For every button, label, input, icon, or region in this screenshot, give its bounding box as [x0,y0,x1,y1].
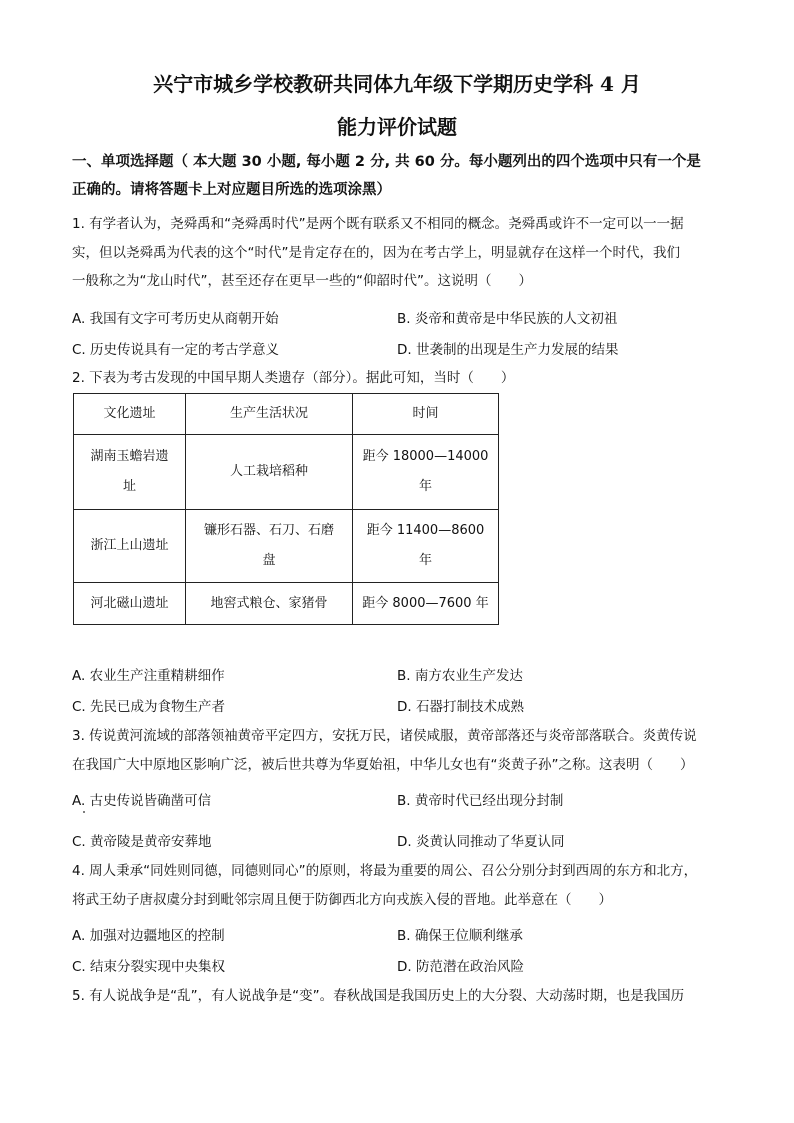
table-header-cell: 文化遗址 [74,394,186,435]
q4-option-d[interactable]: D. 防范潜在政治风险 [397,959,524,975]
q4-option-c[interactable]: C. 结束分裂实现中央集权 [72,959,226,975]
cell-line: 镰形石器、石刀、石磨 [203,523,334,538]
table-row [74,435,499,510]
q1-option-c[interactable]: C. 历史传说具有一定的考古学意义 [72,342,280,358]
stem-line: 将武王幼子唐叔虞分封到毗邻宗周且便于防御西北方向戎族入侵的晋地。此举意在（ ） [72,891,612,908]
cell-line: 年 [418,479,432,494]
cell-line: 人工栽培稻种 [229,464,308,479]
section-header [72,148,732,204]
table-cell [74,510,186,583]
scan-speck [83,811,85,813]
q2-option-d[interactable]: D. 石器打制技术成熟 [397,699,524,715]
question-3-stem [72,722,732,779]
question-4-stem [72,857,732,914]
table-cell [186,583,353,625]
stem-line: 4. 周人秉承“同姓则同德，同德则同心”的原则，将最为重要的周公、召公分别分封到西周的东方和北方， [72,863,698,879]
table-row [74,510,499,583]
stem-line: 5. 有人说战争是“乱”，有人说战争是“变”。春秋战国是我国历史上的大分裂、大动荡时期，也是我国历 [72,988,685,1004]
q4-option-a[interactable]: A. 加强对边疆地区的控制 [72,928,225,944]
q3-option-a[interactable]: A. 古史传说皆确凿可信 [72,793,212,809]
q1-option-d[interactable]: D. 世袭制的出现是生产力发展的结果 [397,342,619,358]
question-2-stem [72,364,732,393]
q2-option-a[interactable]: A. 农业生产注重精耕细作 [72,668,225,684]
exam-subtitle: 能力评价试题 [337,115,457,139]
table-cell [74,435,186,510]
cell-line: 湖南玉蟾岩遗 [90,449,169,464]
section-header-line: 一、单项选择题（ 本大题 30 小题, 每小题 2 分, 共 60 分。每小题列出的四个选项中只有一个是 [72,154,701,170]
table-cell [186,435,353,510]
cell-line: 距今 18000—14000 [362,449,489,464]
table-cell [186,510,353,583]
q1-option-b[interactable]: B. 炎帝和黄帝是中华民族的人文初祖 [397,311,618,327]
cell-line: 距今 8000—7600 年 [362,595,489,611]
cell-line: 地窖式粮仓、家猪骨 [210,595,328,611]
table-cell [353,435,499,510]
exam-title: 兴宁市城乡学校教研共同体九年级下学期历史学科 4 月 [153,72,641,96]
cell-line: 盘 [262,553,276,568]
stem-line: 2. 下表为考古发现的中国早期人类遗存（部分）。据此可知，当时（ ） [72,370,515,386]
cell-line: 浙江上山遗址 [90,538,169,553]
stem-line: 实，但以尧舜禹为代表的这个“时代”是肯定存在的，因为在考古学上，明显就存在这样一个时代，我们 [72,244,680,261]
table-cell [353,510,499,583]
table-header-cell: 生产生活状况 [186,394,353,435]
q2-option-c[interactable]: C. 先民已成为食物生产者 [72,699,226,715]
table-cell [353,583,499,625]
stem-line: 一般称之为“龙山时代”，甚至还存在更早一些的“仰韶时代”。这说明（ ） [72,273,532,289]
question-1-stem [72,210,732,296]
table-header-cell: 时间 [353,394,499,435]
archaeology-table [73,393,499,625]
q3-option-b[interactable]: B. 黄帝时代已经出现分封制 [397,793,564,809]
q3-option-d[interactable]: D. 炎黄认同推动了华夏认同 [397,834,565,850]
cell-line: 河北磁山遗址 [90,595,169,611]
stem-line: 3. 传说黄河流域的部落领袖黄帝平定四方，安抚万民，诸侯咸服，黄帝部落还与炎帝部落联合。炎黄传说 [72,728,697,744]
q2-option-b[interactable]: B. 南方农业生产发达 [397,668,523,684]
cell-line: 距今 11400—8600 年 [366,523,485,568]
q3-option-c[interactable]: C. 黄帝陵是黄帝安葬地 [72,834,212,850]
question-5-stem [72,982,732,1011]
q1-option-a[interactable]: A. 我国有文字可考历史从商朝开始 [72,311,279,327]
section-header-line: 正确的。请将答题卡上对应题目所选的选项涂黑） [72,182,391,198]
stem-line: 在我国广大中原地区影响广泛，被后世共尊为华夏始祖，中华儿女也有“炎黄子孙”之称。这表明（ ） [72,756,694,773]
table-cell [74,583,186,625]
cell-line: 址 [122,479,136,494]
table-header-row [74,394,499,435]
stem-line: 1. 有学者认为，尧舜禹和“尧舜禹时代”是两个既有联系又不相同的概念。尧舜禹或许不一定可以一一据 [72,216,684,232]
q4-option-b[interactable]: B. 确保王位顺利继承 [397,928,523,944]
table-row [74,583,499,625]
